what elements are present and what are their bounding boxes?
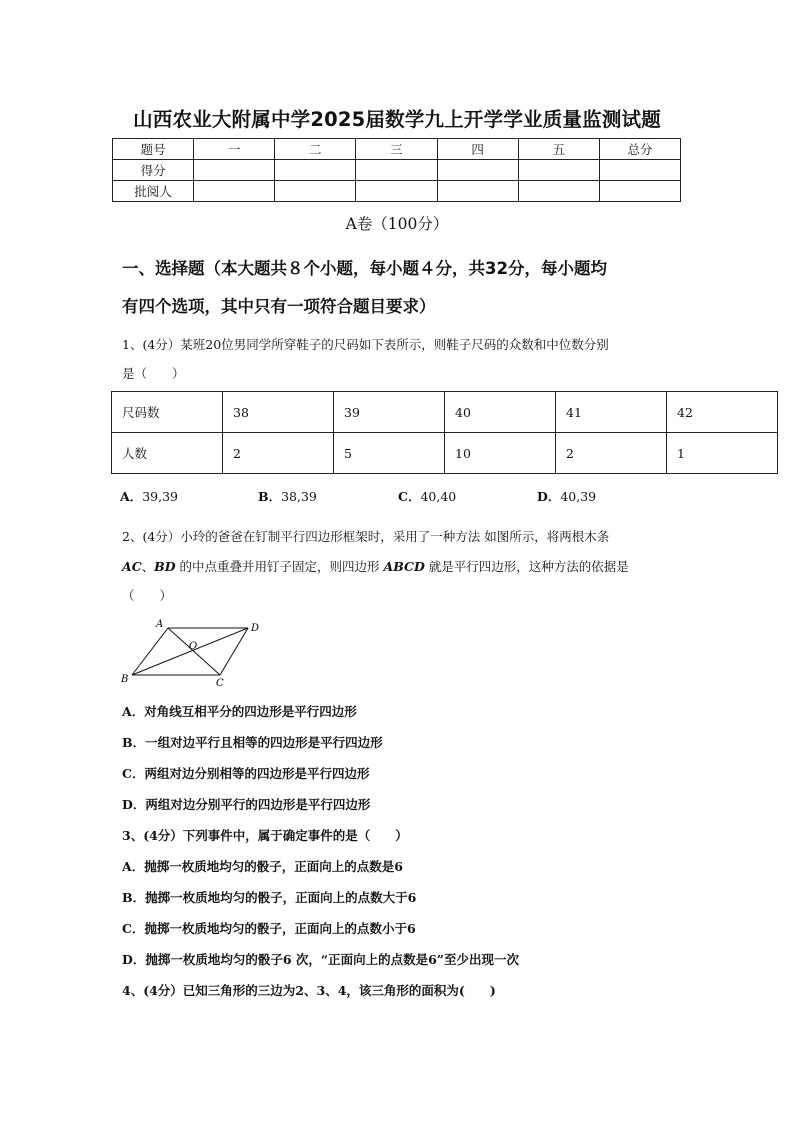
table-cell — [356, 181, 437, 202]
q3-stem: 3、(4分）下列事件中，属于确定事件的是（ ） — [122, 828, 408, 843]
separator: 、 — [141, 559, 155, 574]
table-cell: 40 — [445, 392, 556, 433]
q2-stem-line1: 2、(4分）小玲的爸爸在钉制平行四边形框架时，采用了一种方法 如图所示，将两根木条 — [122, 529, 610, 544]
q1-option-b — [258, 487, 317, 505]
table-row — [112, 433, 778, 474]
option-text: 40,40 — [420, 489, 457, 504]
vertex-label-a: A — [156, 619, 164, 630]
table-cell: 1 — [667, 433, 778, 474]
parallelogram-figure — [118, 616, 268, 688]
option-label: A． — [120, 489, 143, 504]
table-cell: 人数 — [112, 433, 223, 474]
q2-option-b: B．一组对边平行且相等的四边形是平行四边形 — [122, 735, 383, 750]
option-text: 39,39 — [142, 489, 178, 504]
table-cell — [437, 181, 518, 202]
center-label-o: O — [189, 641, 198, 652]
quad-abcd: ABCD — [383, 559, 425, 574]
volume-title: A卷（100分） — [345, 215, 449, 233]
q2-text-end: 就是平行四边形，这种方法的依据是 — [424, 559, 629, 574]
table-cell: 四 — [437, 139, 518, 160]
table-cell: 批阅人 — [113, 181, 194, 202]
q3-option-a: A．抛掷一枚质地均匀的骰子，正面向上的点数是6 — [122, 859, 403, 874]
table-cell: 尺码数 — [112, 392, 223, 433]
vertex-label-c: C — [216, 678, 224, 688]
table-cell: 2 — [556, 433, 667, 474]
table-cell: 三 — [356, 139, 437, 160]
q2-text-mid: 的中点重叠并用钉子固定，则四边形 — [175, 559, 384, 574]
table-cell: 10 — [445, 433, 556, 474]
table-cell — [599, 160, 680, 181]
q3-option-d: D．抛掷一枚质地均匀的骰子6 次，“正面向上的点数是6”至少出现一次 — [122, 952, 519, 967]
table-cell: 题号 — [113, 139, 194, 160]
side-cd — [220, 628, 248, 675]
table-cell — [356, 160, 437, 181]
exam-title: 山西农业大附属中学2025届数学九上开学学业质量监测试题 — [133, 108, 661, 131]
table-cell: 得分 — [113, 160, 194, 181]
segment-bd: BD — [154, 559, 176, 574]
table-cell — [599, 181, 680, 202]
shoe-size-table — [111, 391, 778, 474]
table-cell: 五 — [518, 139, 599, 160]
q3-option-c: C．抛掷一枚质地均匀的骰子，正面向上的点数小于6 — [122, 921, 416, 936]
table-cell — [275, 181, 356, 202]
table-cell — [275, 160, 356, 181]
table-cell — [518, 160, 599, 181]
segment-ac: AC — [122, 559, 142, 574]
option-label: C． — [398, 489, 421, 504]
score-table-row — [113, 181, 681, 202]
table-cell — [437, 160, 518, 181]
option-text: 40,39 — [560, 489, 597, 504]
q2-option-a: A．对角线互相平分的四边形是平行四边形 — [122, 704, 357, 719]
table-cell: 一 — [194, 139, 275, 160]
table-cell — [194, 181, 275, 202]
q1-option-a — [120, 487, 178, 505]
score-table-header-row — [113, 139, 681, 160]
q2-option-d: D．两组对边分别平行的四边形是平行四边形 — [122, 797, 371, 812]
table-cell — [518, 181, 599, 202]
table-cell: 41 — [556, 392, 667, 433]
q2-stem-line3: （ ） — [122, 588, 173, 603]
score-table-row — [113, 160, 681, 181]
table-cell: 42 — [667, 392, 778, 433]
table-cell: 总分 — [599, 139, 680, 160]
vertex-label-b: B — [121, 674, 129, 685]
q4-stem: 4、(4分）已知三角形的三边为2、3、4，该三角形的面积为( ) — [122, 983, 496, 998]
vertex-label-d: D — [251, 623, 260, 634]
q2-option-c: C．两组对边分别相等的四边形是平行四边形 — [122, 766, 370, 781]
section-heading-line2: 有四个选项，其中只有一项符合题目要求） — [122, 297, 436, 316]
option-label: D． — [537, 489, 561, 504]
q1-option-d — [537, 487, 596, 505]
q2-stem-line2 — [122, 557, 629, 575]
q1-option-c — [398, 487, 456, 505]
q3-option-b: B．抛掷一枚质地均匀的骰子，正面向上的点数大于6 — [122, 890, 417, 905]
table-cell: 5 — [334, 433, 445, 474]
q1-stem-line2: 是（ ） — [122, 366, 185, 381]
table-cell: 39 — [334, 392, 445, 433]
option-label: B． — [258, 489, 282, 504]
table-row — [112, 392, 778, 433]
table-cell: 2 — [223, 433, 334, 474]
score-table — [112, 138, 681, 202]
q1-stem-line1: 1、(4分）某班20位男同学所穿鞋子的尺码如下表所示，则鞋子尺码的众数和中位数分别 — [122, 337, 609, 352]
section-heading-line1: 一、选择题（本大题共８个小题，每小题４分，共32分，每小题均 — [122, 259, 607, 278]
option-text: 38,39 — [281, 489, 317, 504]
table-cell: 二 — [275, 139, 356, 160]
table-cell: 38 — [223, 392, 334, 433]
table-cell — [194, 160, 275, 181]
